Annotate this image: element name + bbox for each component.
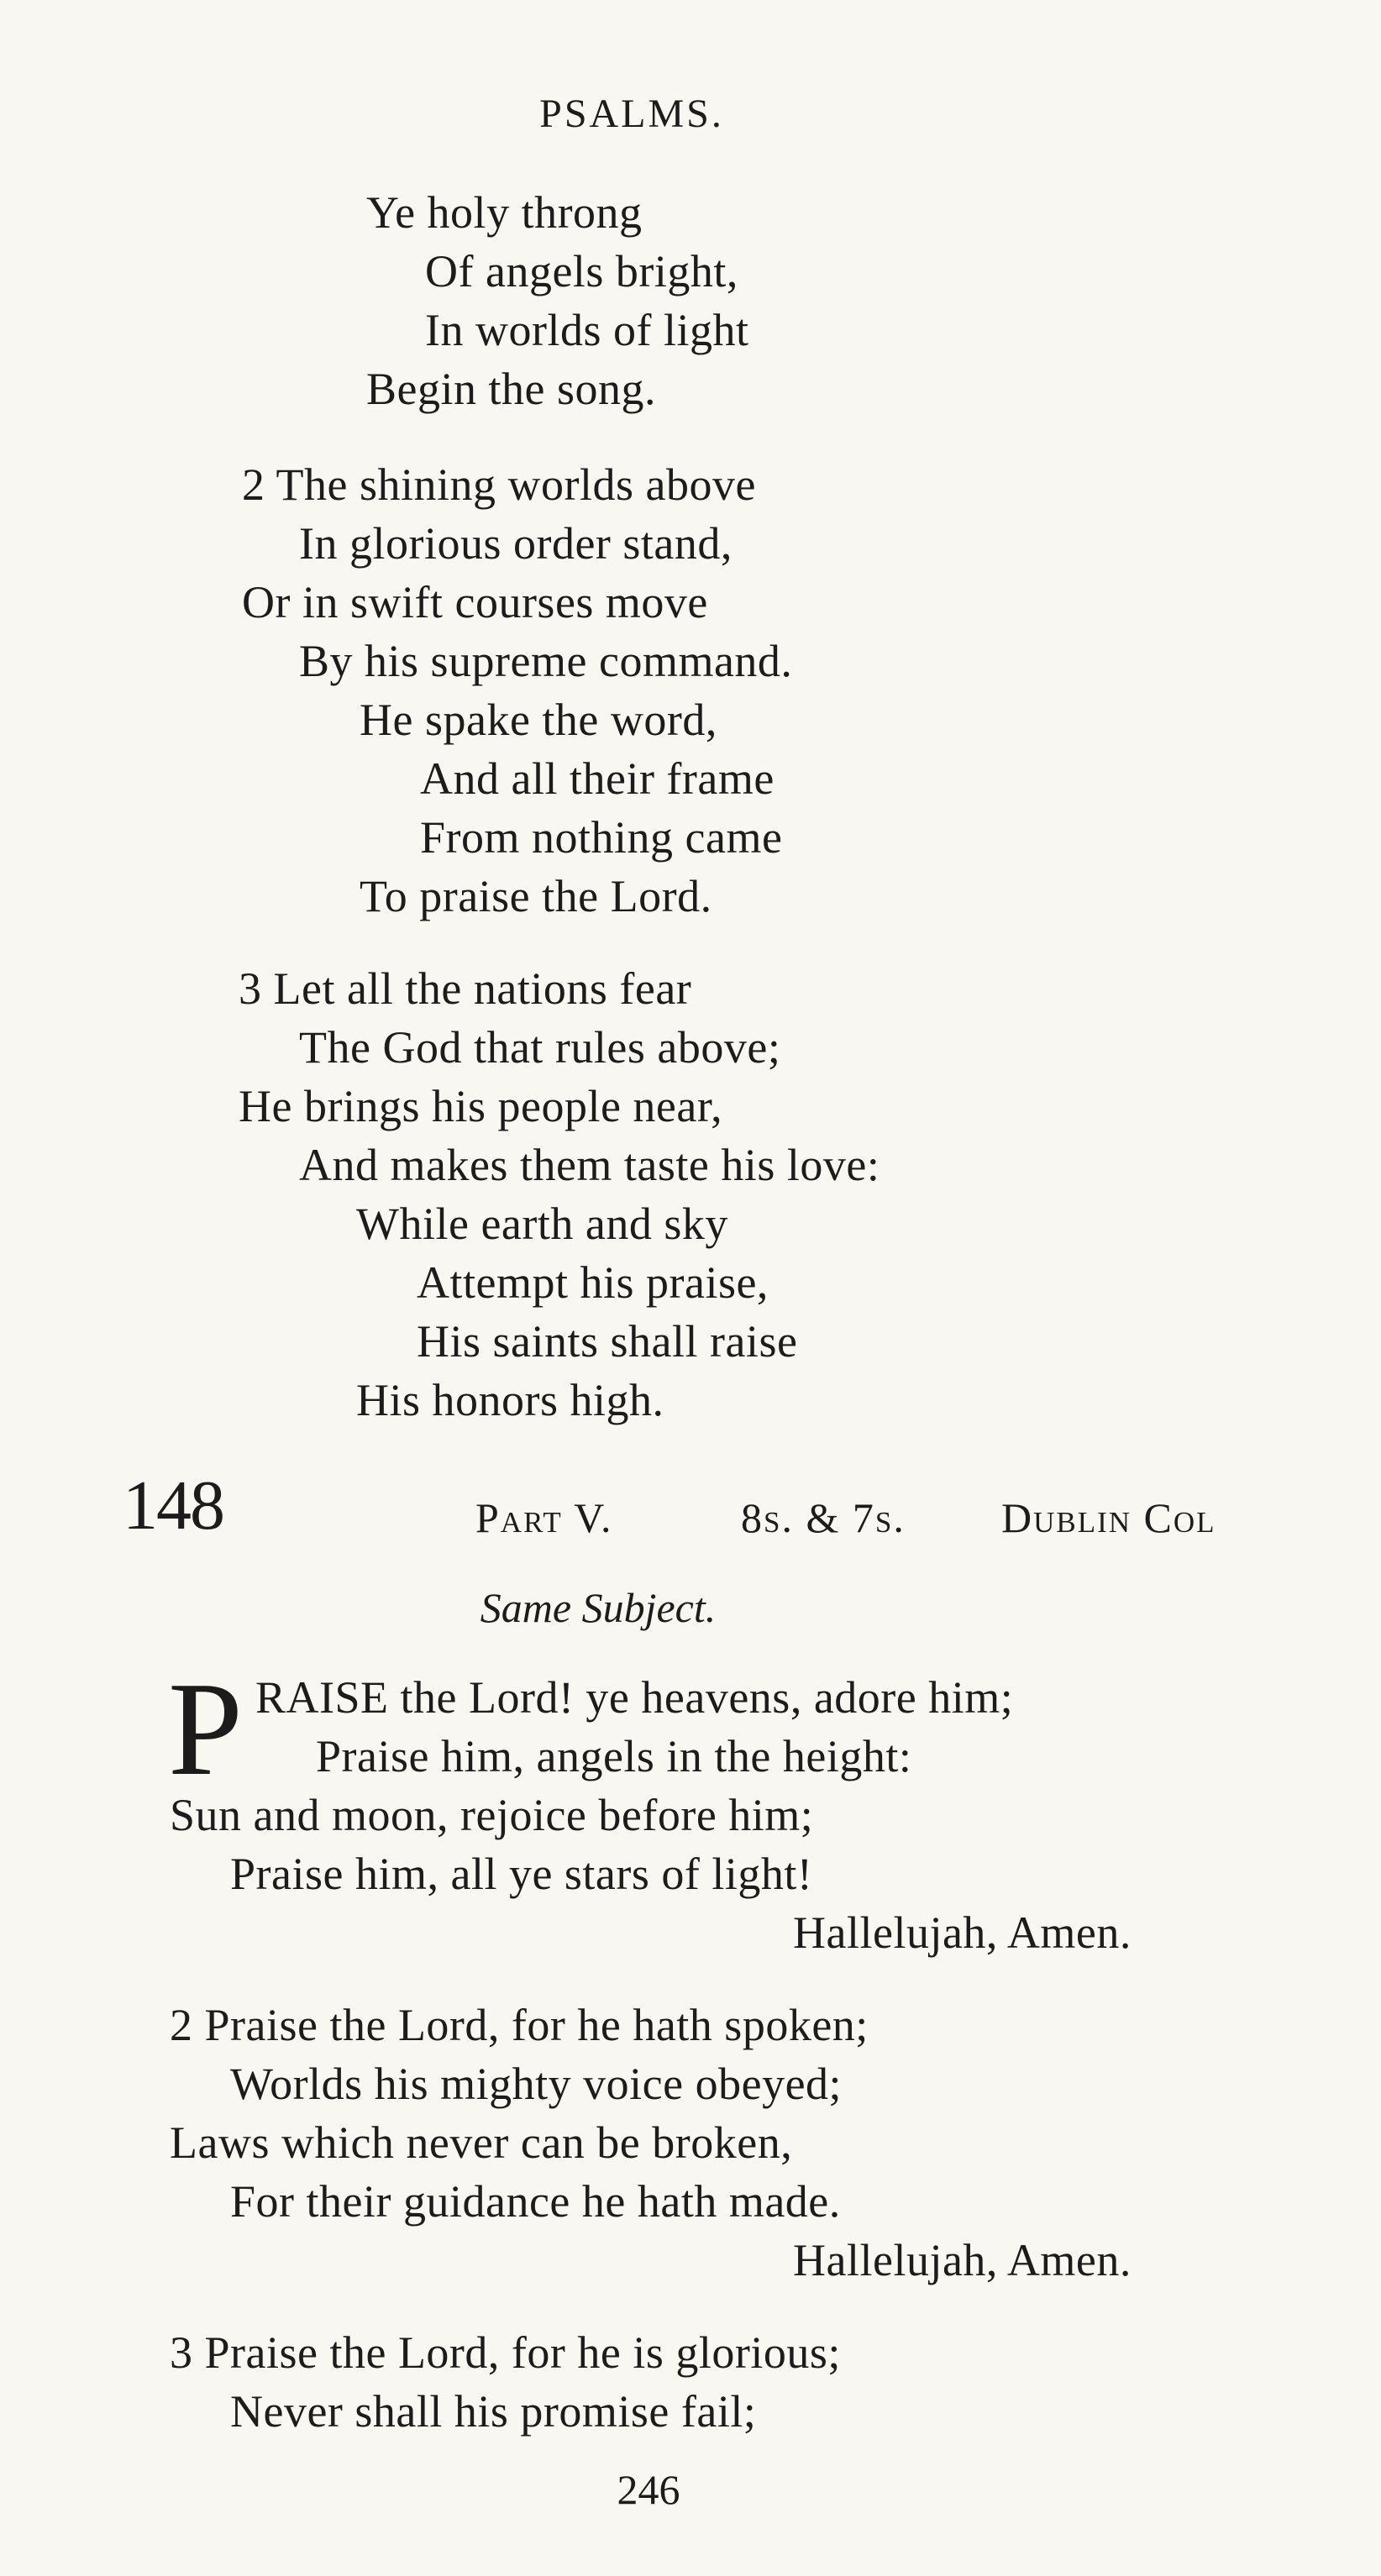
verse-line: 3 Praise the Lord, for he is glorious; (170, 2327, 841, 2378)
hymn-number: 148 (123, 1466, 223, 1545)
verse-line: Hallelujah, Amen. (793, 2235, 1132, 2285)
verse-line: He brings his people near, (239, 1081, 723, 1131)
verse-line: Praise him, angels in the height: (316, 1731, 912, 1781)
verse-line: Of angels bright, (425, 246, 738, 296)
verse-line: The God that rules above; (299, 1022, 781, 1073)
verse-line: Or in swift courses move (242, 577, 708, 627)
verse-line: In glorious order stand, (299, 518, 733, 569)
verse-line: 2 Praise the Lord, for he hath spoken; (170, 2000, 869, 2050)
hymn-tune: Dublin Col (1001, 1494, 1216, 1541)
verse-line: Laws which never can be broken, (170, 2117, 793, 2168)
verse-line: For their guidance he hath made. (230, 2176, 841, 2227)
verse-line: And makes them taste his love: (299, 1140, 880, 1190)
verse-line: Begin the song. (366, 364, 656, 414)
hymn-part: Part V. (475, 1494, 613, 1541)
verse-line: To praise the Lord. (360, 871, 712, 921)
verse-line: Never shall his promise fail; (230, 2386, 757, 2437)
hymn-subtitle: Same Subject. (480, 1584, 717, 1631)
verse-line: By his supreme command. (299, 636, 793, 686)
verse-line: Praise him, all ye stars of light! (230, 1849, 813, 1899)
verse-line: His saints shall raise (417, 1316, 798, 1367)
running-header: PSALMS. (539, 92, 724, 136)
verse-line: From nothing came (420, 812, 783, 863)
verse-line: Attempt his praise, (417, 1257, 769, 1308)
verse-line: Hallelujah, Amen. (793, 1907, 1132, 1958)
drop-cap: P (168, 1654, 243, 1803)
verse-line: Sun and moon, rejoice before him; (170, 1790, 814, 1840)
verse-line: Ye holy throng (366, 187, 643, 238)
verse-line: 3 Let all the nations fear (239, 963, 692, 1014)
verse-line: RAISE the Lord! ye heavens, adore him; (255, 1672, 1014, 1723)
verse-line: 2 The shining worlds above (242, 459, 756, 510)
verse-line: He spake the word, (360, 695, 717, 745)
verse-line: In worlds of light (425, 305, 749, 355)
verse-line: While earth and sky (356, 1199, 728, 1249)
hymn-meter: 8s. & 7s. (741, 1494, 906, 1541)
page-number: 246 (617, 2466, 680, 2513)
verse-line: And all their frame (420, 753, 775, 804)
verse-line: Worlds his mighty voice obeyed; (230, 2059, 843, 2109)
verse-line: His honors high. (356, 1375, 664, 1425)
